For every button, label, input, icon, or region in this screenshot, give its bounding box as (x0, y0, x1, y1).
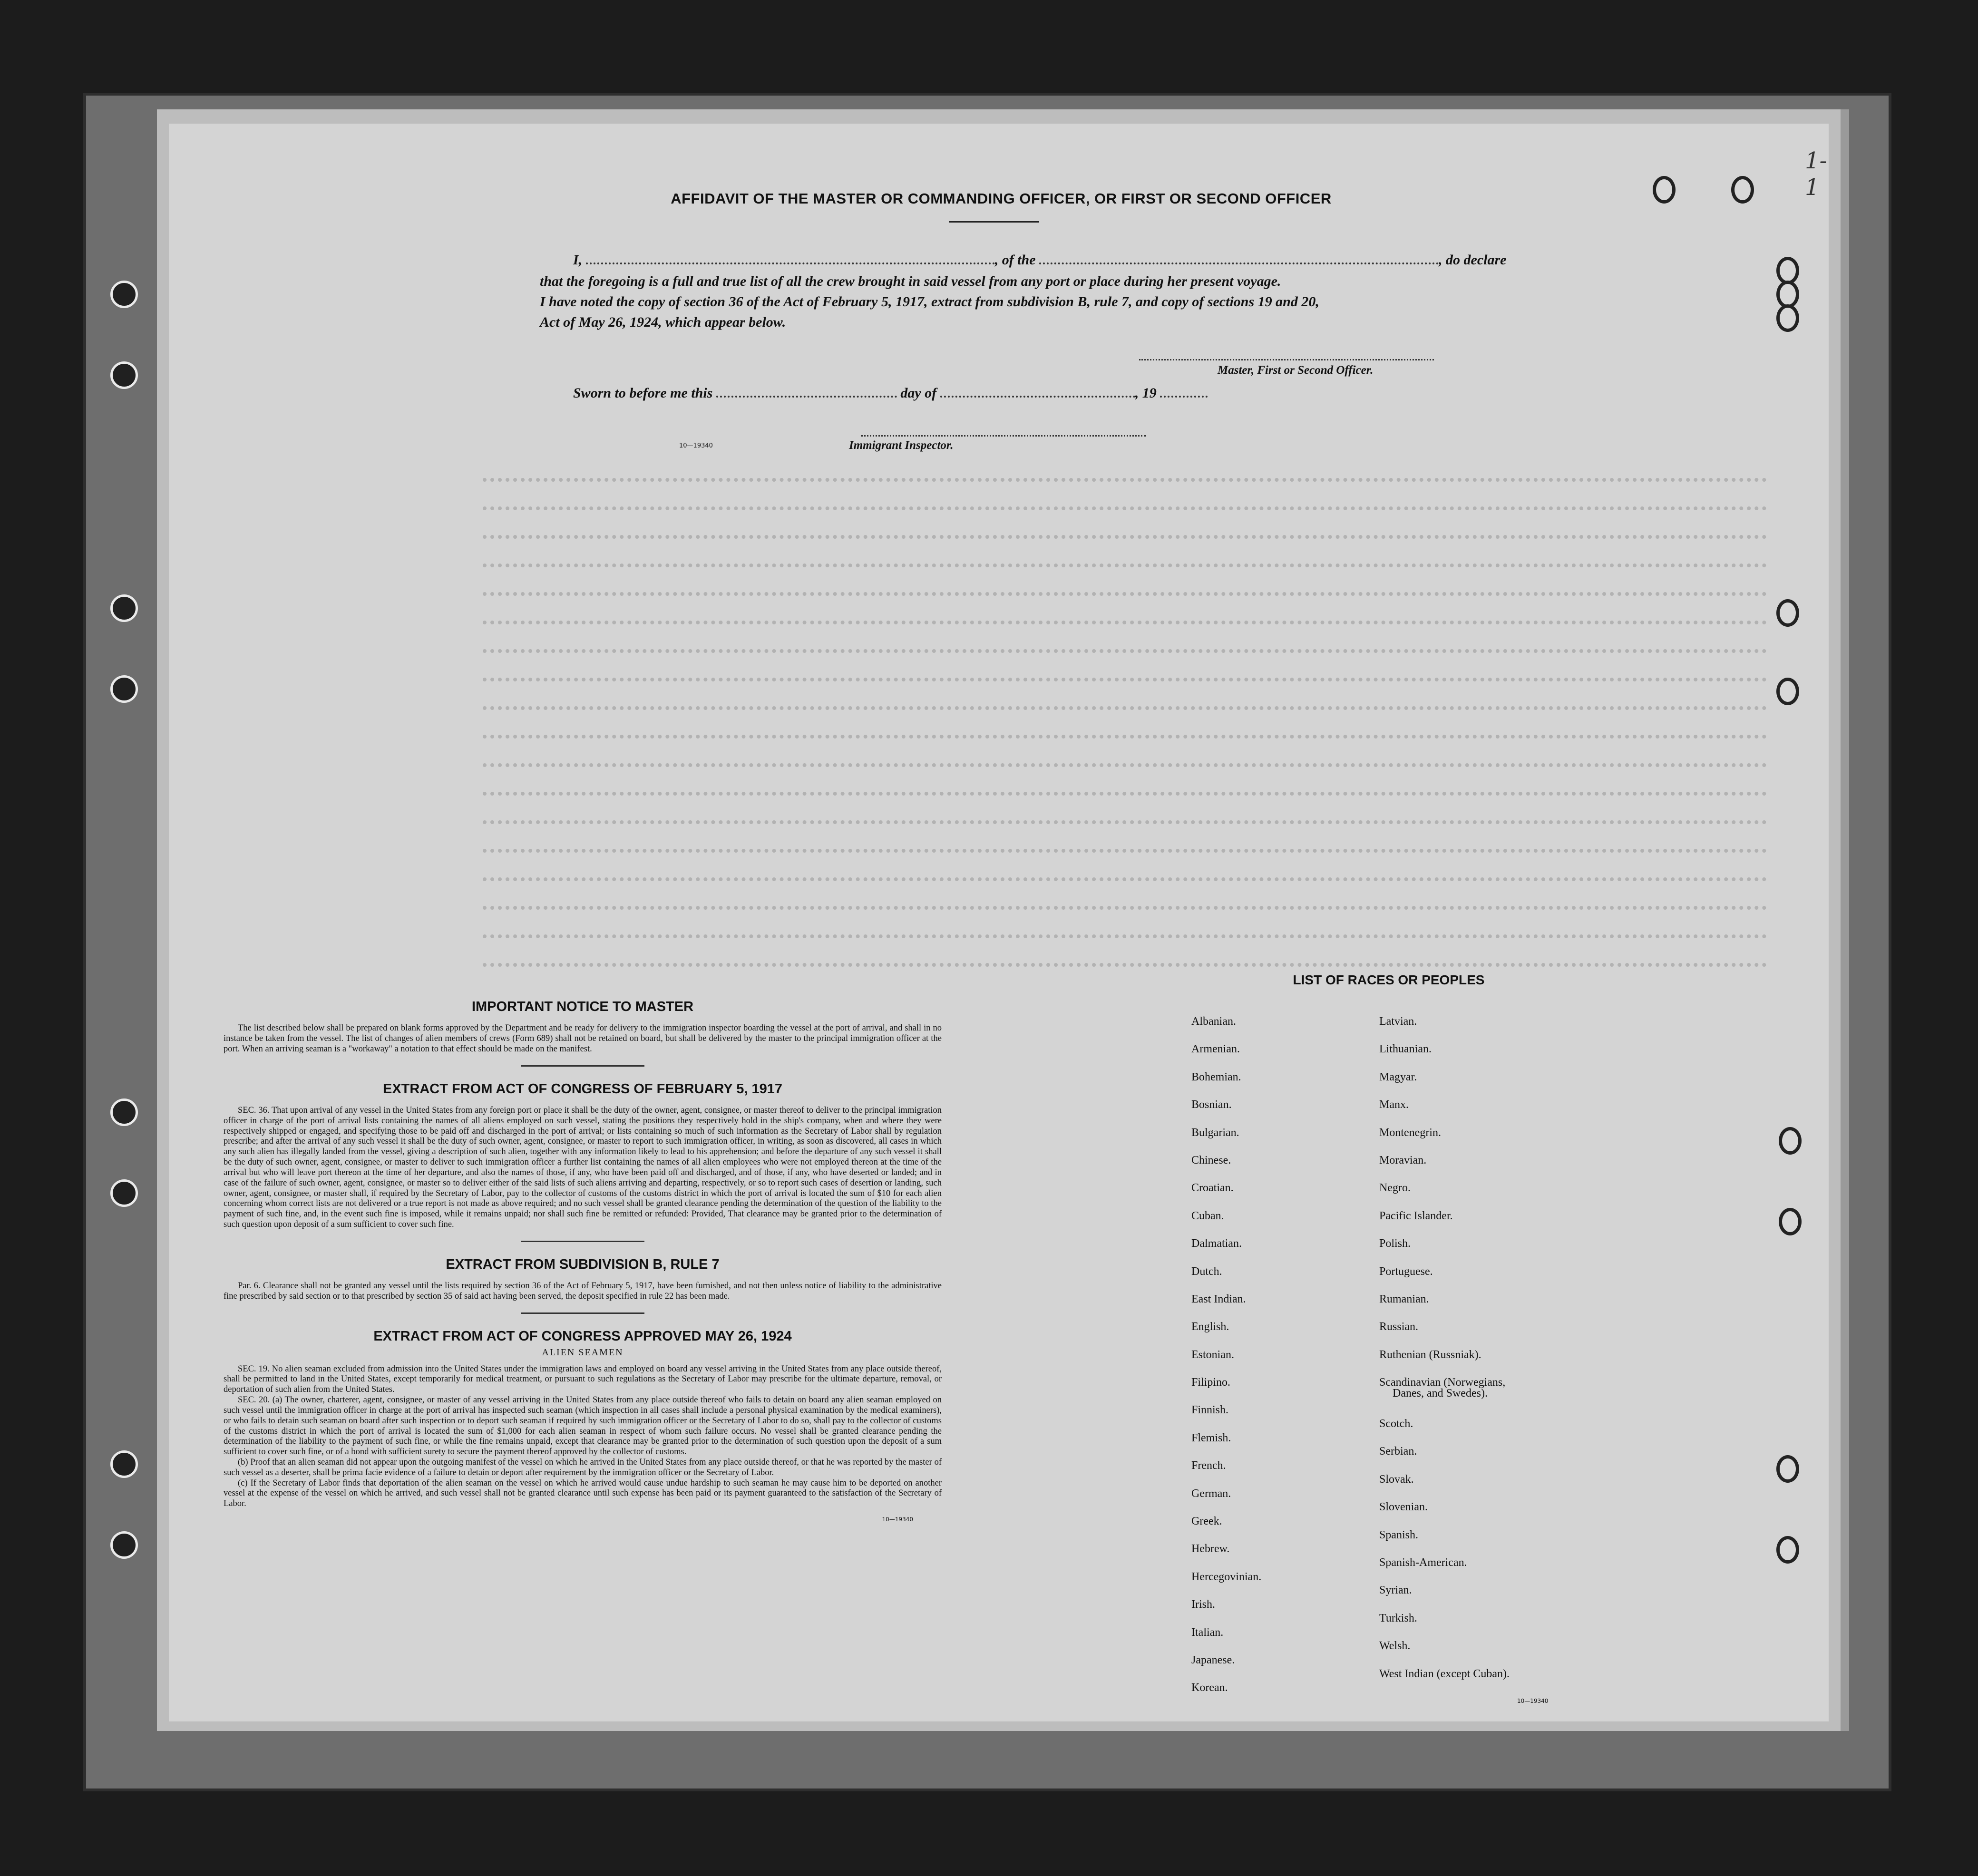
affidavit-body-3: Act of May 26, 1924, which appear below. (540, 314, 786, 330)
sworn-year-blank[interactable] (1160, 386, 1208, 398)
bleed-through-row (483, 963, 1767, 968)
race-item: Bulgarian. (1191, 1126, 1239, 1139)
race-item: Serbian. (1379, 1445, 1417, 1458)
binder-hole (110, 1098, 138, 1126)
race-item: Syrian. (1379, 1584, 1412, 1597)
race-item: Bosnian. (1191, 1098, 1232, 1111)
race-item: Welsh. (1379, 1640, 1411, 1652)
alien-seamen-subtitle: ALIEN SEAMEN (542, 1347, 624, 1358)
races-list (1184, 972, 1593, 1704)
extract-rule7-text: Par. 6. Clearance shall not be granted any vessel until the lists required by section 36 of the Act of February 5, 1917, have been furnished, and not then unless notice of liability to the administrative fine prescribed by said section or to that prescribed by section 35 of said act having been served, the deposit specified in rule 22 has been made. (224, 1281, 942, 1301)
extract-1924-title: EXTRACT FROM ACT OF CONGRESS APPROVED MAY 26, 1924 (373, 1328, 792, 1344)
race-item: Spanish. (1379, 1528, 1419, 1541)
bleed-through-row (483, 849, 1767, 854)
race-item: Montenegrin. (1379, 1126, 1441, 1139)
bleed-through-row (483, 735, 1767, 739)
race-item: Slovak. (1379, 1473, 1414, 1486)
bleed-through-row (483, 478, 1767, 483)
race-item: Moravian. (1379, 1154, 1427, 1166)
bleed-through-row (483, 906, 1767, 911)
sworn-day-blank[interactable] (716, 386, 897, 398)
declaration-i: I, (573, 252, 583, 268)
race-item: Cuban. (1191, 1209, 1224, 1222)
race-item: Polish. (1379, 1237, 1411, 1250)
race-item: East Indian. (1191, 1293, 1246, 1305)
page-ring-hole (1776, 678, 1799, 705)
race-item: French. (1191, 1459, 1226, 1472)
bleed-through-row (483, 877, 1767, 882)
race-item: Ruthenian (Russniak). (1379, 1348, 1481, 1361)
race-item: West Indian (except Cuban). (1379, 1667, 1510, 1680)
bleed-through-row (483, 934, 1767, 939)
race-item: Magyar. (1379, 1070, 1417, 1083)
race-item: Latvian. (1379, 1015, 1417, 1028)
sworn-line (573, 385, 1208, 401)
declaration-declare: , do declare (1439, 252, 1507, 268)
declaration-of-the: , of the (994, 252, 1036, 268)
notice-title: IMPORTANT NOTICE TO MASTER (471, 999, 694, 1014)
notice-text: The list described below shall be prepared on blank forms approved by the Department and be ready for delivery to the immigration inspector boarding the vessel at the port of arrival, and shall in no instance be taken from the vessel. The list of changes of alien members of crews (Form 689) shall not be retained on board, but shall be delivered by the master to the principal immigration officer at the port. When an arriving seaman is a "workaway" a notation to that effect should be made on the manifest. (224, 1023, 942, 1054)
page-ring-hole (1776, 1455, 1799, 1483)
binder-hole (110, 281, 138, 308)
race-item: Rumanian. (1379, 1293, 1429, 1305)
binder-hole (110, 1531, 138, 1559)
race-item: Turkish. (1379, 1612, 1417, 1624)
extract-rule7-title: EXTRACT FROM SUBDIVISION B, RULE 7 (446, 1256, 720, 1272)
section-divider (521, 1241, 644, 1242)
binder-hole (110, 594, 138, 622)
sec20a-text: SEC. 20. (a) The owner, charterer, agent, consignee, or master of any vessel arriving in the United States from any place outside thereof who fails to detain on board any alien seaman employed on such vessel until the immigration officer in charge at the port of arrival has inspected such seaman (which inspection in all cases shall include a personal physical examination by the medical examiners), or who fails to detain such seaman on board after such inspection or to deport such seaman if required by such immigration officer or the Secretary of Labor to do so, shall pay to the collector of customs of the customs district in which the port of arrival is located the sum of $1,000 for each alien seaman in respect of whom such failure occurs. No vessel shall be granted clearance pending the determination of the liability to the payment of such fine, or while the fine remains unpaid, except that clearance may be granted prior to the determination of such question upon the deposit of a sum sufficient to cover such fine, or of a bond with sufficient surety to secure the payment thereof approved by the collector of customs. (224, 1395, 942, 1457)
sec19-text: SEC. 19. No alien seaman excluded from admission into the United States under the immigration laws and employed on board any vessel arriving in the United States from any place outside thereof, shall be permitted to land in the United States, except temporarily for medical treatment, or pursuant to such regulations as the Secretary of Labor may prescribe for the ultimate departure, removal, or deportation of such alien from the United States. (224, 1364, 942, 1395)
race-item: Lithuanian. (1379, 1043, 1432, 1056)
page-ring-hole (1779, 1127, 1802, 1155)
race-item: Italian. (1191, 1626, 1224, 1639)
race-item: Armenian. (1191, 1043, 1240, 1056)
race-item: Scandinavian (Norwegians, Danes, and Swedes). (1379, 1376, 1510, 1418)
race-item: Pacific Islander. (1379, 1209, 1453, 1222)
bleed-through-row (483, 792, 1767, 797)
race-item: Scotch. (1379, 1418, 1413, 1430)
race-item: Spanish-American. (1379, 1556, 1467, 1569)
master-signature-line[interactable] (1139, 359, 1434, 360)
document-page (169, 124, 1829, 1721)
section-divider (521, 1065, 644, 1067)
day-of-text: day of (900, 385, 937, 401)
margin-note: 1-1 (1805, 147, 1827, 201)
sec20b-text: (b) Proof that an alien seaman did not appear upon the outgoing manifest of the vessel on which he arrived in the United States from any place outside thereof, or that he was reported by the master of such vessel as a deserter, shall be prima facie evidence of a failure to detain or deport after requirement by the immigration officer or the Secretary of Labor. (224, 1458, 942, 1477)
section-divider (521, 1312, 644, 1314)
race-item: Bohemian. (1191, 1070, 1241, 1083)
race-item: Flemish. (1191, 1431, 1231, 1444)
races-column-2 (1379, 1015, 1510, 1695)
bleed-through-row (483, 649, 1767, 654)
races-form-number: 10—19340 (1517, 1698, 1549, 1704)
name-blank[interactable] (586, 253, 995, 264)
bleed-through-row (483, 678, 1767, 682)
binder-hole (110, 1179, 138, 1207)
inspector-signature-line[interactable] (861, 435, 1146, 437)
legal-notice-column (224, 999, 942, 1523)
form-number: 10—19340 (679, 442, 713, 449)
bleed-through-row (483, 592, 1767, 597)
sworn-text: Sworn to before me this (573, 385, 713, 401)
extract-form-number: 10—19340 (882, 1516, 913, 1523)
race-item: Japanese. (1191, 1653, 1235, 1666)
binder-hole (110, 1450, 138, 1478)
race-item: Greek. (1191, 1515, 1222, 1528)
race-item: Hebrew. (1191, 1543, 1230, 1555)
page-ring-hole (1779, 1208, 1802, 1235)
master-label: Master, First or Second Officer. (1218, 364, 1374, 377)
race-item: Estonian. (1191, 1348, 1234, 1361)
vessel-blank[interactable] (1039, 253, 1439, 264)
bleed-through-row (483, 706, 1767, 711)
sworn-month-blank[interactable] (940, 386, 1135, 398)
title-rule (949, 221, 1039, 223)
bleed-through-row (483, 621, 1767, 625)
race-item: Chinese. (1191, 1154, 1231, 1166)
binder-hole (110, 675, 138, 703)
race-item: Albanian. (1191, 1015, 1236, 1028)
binder-hole (110, 361, 138, 389)
bleed-through-row (483, 564, 1767, 568)
bleed-through-row (483, 820, 1767, 825)
page-ring-hole (1776, 1536, 1799, 1564)
affidavit-title: AFFIDAVIT OF THE MASTER OR COMMANDING OFFICER, OR FIRST OR SECOND OFFICER (671, 190, 1332, 207)
sec20c-text: (c) If the Secretary of Labor finds that deportation of the alien seaman on the vessel on which he arrived would cause undue hardship to such seaman he may cause him to be deported on another vessel at the expense of the vessel on which he arrived, and such vessel shall not be granted clearance until such expense has been paid or its payment guaranteed to the satisfaction of the Secretary of Labor. (224, 1478, 942, 1509)
races-column-1 (1191, 1015, 1261, 1710)
race-item: Croatian. (1191, 1182, 1234, 1195)
race-item: Finnish. (1191, 1404, 1229, 1417)
extract-1917-title: EXTRACT FROM ACT OF CONGRESS OF FEBRUARY 5, 1917 (382, 1081, 783, 1097)
race-item: Slovenian. (1379, 1501, 1428, 1514)
race-item: Irish. (1191, 1598, 1215, 1611)
page-ring-hole (1653, 176, 1676, 204)
race-item: Hercegovinian. (1191, 1570, 1262, 1583)
page-ring-hole (1776, 599, 1799, 627)
race-item: Dutch. (1191, 1265, 1222, 1278)
affidavit-body-2: I have noted the copy of section 36 of the Act of February 5, 1917, extract from subdivision B, rule 7, and copy of sections 19 and 20, (540, 294, 1319, 310)
race-item-continuation: Danes, and Swedes). (1393, 1387, 1488, 1400)
race-item: Russian. (1379, 1321, 1419, 1333)
race-item: Negro. (1379, 1182, 1411, 1195)
race-item: Korean. (1191, 1682, 1228, 1694)
race-item: Filipino. (1191, 1376, 1231, 1389)
race-item: German. (1191, 1487, 1231, 1500)
races-title: LIST OF RACES OR PEOPLES (1293, 972, 1485, 987)
declaration-line (573, 252, 1506, 268)
page-ring-hole (1776, 304, 1799, 332)
bleed-through-row (483, 506, 1767, 511)
bleed-through-row (483, 535, 1767, 540)
bleed-through-row (483, 763, 1767, 768)
affidavit-body-1: that the foregoing is a full and true list of all the crew brought in said vessel from any port or place during her present voyage. (540, 273, 1281, 289)
extract-1917-text: SEC. 36. That upon arrival of any vessel in the United States from any foreign port or place it shall be the duty of the owner, agent, consignee, or master thereof to deliver to the principal immigration officer in charge of the port of arrival lists containing the names of all aliens employed on such vessel, stating the positions they respectively hold in the ship's company, when and where they were respectively shipped or engaged, and specifying those to be paid off and discharged in the port of arrival; or lists containing so much of such information as the Secretary of Labor shall by regulation prescribe; and after the arrival of any such vessel it shall be the duty of such owner, agent, consignee, or master to report to such immigration officer, in writing, as soon as discovered, all cases in which any such alien has illegally landed from the vessel, giving a description of such alien, together with any information likely to lead to his apprehension; and before the departure of any such vessel it shall be the duty of such owner, agent, consignee, or master to deliver to such immigration officer a further list containing the names of all alien employees who were not employed thereon at the time of the arrival but who will leave port thereon at the time of her departure, and also the names of those, if any, who have been paid off and discharged, and of those, if any, who have deserted or landed; and in case of the failure of such owner, agent, consignee, or master so to deliver either of the said lists of such aliens arriving and departing, respectively, or so to report such cases of desertion or landing, such owner, agent, consignee, or master shall, if required by the Secretary of Labor, pay to the collector of customs of the customs district in which the port of arrival is located the sum of $10 for each alien concerning whom correct lists are not delivered or a true report is not made as above required; and no such vessel shall be granted clearance pending the determination of the question of the liability to the payment of such fine, and, in the event such fine is imposed, while it remains unpaid; nor shall such fine be remitted or refunded: Provided, That clearance may be granted prior to the determination of such question upon deposit of a sum sufficient to cover such fine. (224, 1105, 942, 1230)
race-item: Dalmatian. (1191, 1237, 1242, 1250)
year-prefix: , 19 (1135, 385, 1157, 401)
race-item: Manx. (1379, 1098, 1409, 1111)
page-ring-hole (1731, 176, 1754, 204)
race-item: English. (1191, 1321, 1229, 1333)
inspector-label: Immigrant Inspector. (849, 439, 954, 452)
race-item: Portuguese. (1379, 1265, 1433, 1278)
